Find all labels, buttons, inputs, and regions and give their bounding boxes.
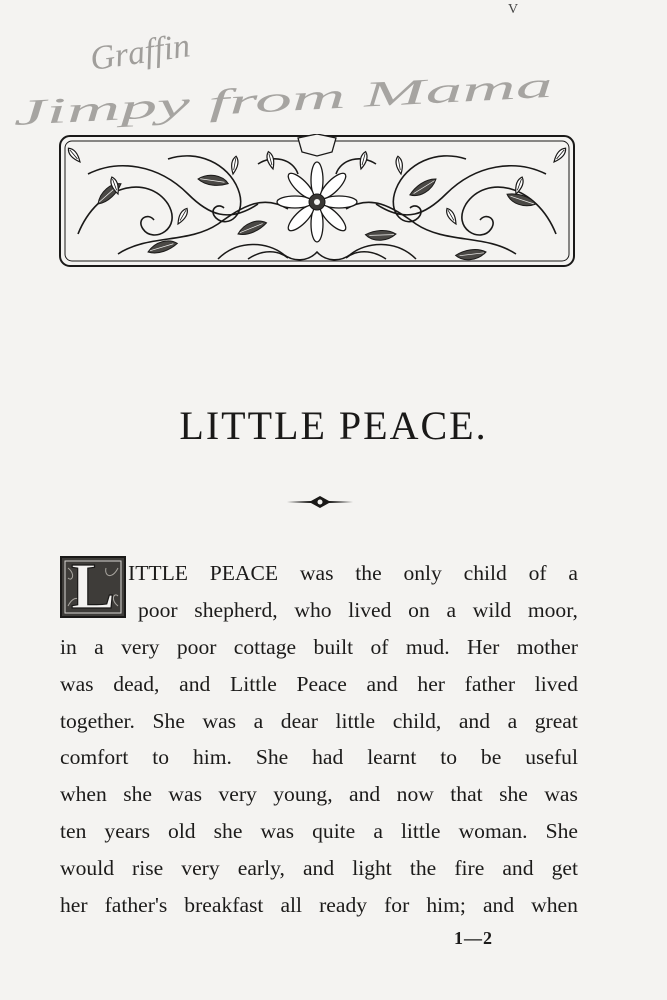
word: on (408, 597, 430, 622)
word: a (568, 561, 578, 585)
word: young, (273, 782, 333, 807)
word: little (335, 708, 376, 733)
word: dead, (113, 671, 160, 696)
word: ten (60, 819, 87, 844)
word: poor (138, 597, 178, 622)
text-line (60, 813, 578, 850)
word: She (255, 745, 289, 770)
word: was (60, 671, 94, 696)
word: child, (392, 708, 442, 733)
word: quite (312, 819, 356, 844)
text-line (60, 666, 578, 703)
word: early, (237, 856, 285, 881)
word: poor (176, 634, 217, 659)
word: the (409, 856, 437, 881)
word: and (458, 708, 491, 733)
word: light (352, 856, 392, 881)
word: she (499, 782, 528, 807)
word: useful (525, 745, 578, 770)
word: was (202, 708, 237, 733)
word: Little (230, 671, 277, 696)
word: cottage (233, 634, 297, 659)
word: the (355, 561, 382, 585)
word: him. (192, 745, 232, 770)
text-line (60, 629, 578, 666)
word: fire (454, 856, 485, 881)
word: she (123, 782, 152, 807)
word: a (446, 597, 457, 622)
word: to (440, 745, 458, 770)
word: Her (466, 634, 500, 659)
word: father's (104, 893, 168, 918)
word: to (152, 745, 170, 770)
word: ready (319, 893, 368, 918)
word: shepherd, (194, 597, 278, 622)
text-line (60, 703, 578, 740)
word: years (104, 819, 150, 844)
word: in (60, 634, 77, 659)
word: was (260, 819, 295, 844)
chapter-title: LITTLE PEACE. (179, 403, 488, 448)
word: She (545, 819, 578, 844)
word: dear (280, 708, 318, 733)
word: was (299, 561, 334, 585)
word: her (60, 893, 88, 918)
word: PEACE (209, 561, 279, 585)
word: a (507, 708, 518, 733)
word: great (534, 708, 578, 733)
word: She (152, 708, 185, 733)
word: of (528, 561, 547, 585)
word: when (531, 893, 578, 918)
word: Peace (296, 671, 347, 696)
word: learnt (367, 745, 417, 770)
text-line (138, 592, 578, 629)
word: child (463, 561, 507, 585)
drop-cap-letter: L (70, 550, 116, 623)
word: now (396, 782, 434, 807)
word: and (179, 671, 211, 696)
paragraph-first-line (128, 555, 578, 592)
word: and (349, 782, 381, 807)
corner-mark: V (508, 2, 519, 17)
handwriting-line-2: Jimpy from Mama (12, 79, 277, 133)
text-line (60, 739, 578, 776)
word: when (60, 782, 107, 807)
text-line (128, 555, 578, 592)
floral-header-banner (58, 134, 576, 272)
word: only (403, 561, 442, 585)
word: woman. (458, 819, 528, 844)
word: was (544, 782, 578, 807)
word: she (213, 819, 243, 844)
word: breakfast (184, 893, 264, 918)
word: very (121, 634, 160, 659)
page-number: 1—2 (454, 928, 493, 948)
text-line (60, 776, 578, 813)
word: all (280, 893, 303, 918)
word: and (366, 671, 398, 696)
word: little (400, 819, 441, 844)
word: would (60, 856, 114, 881)
word: get (551, 856, 578, 881)
word: a (373, 819, 383, 844)
word: lived (348, 597, 392, 622)
word: a (94, 634, 104, 659)
handwritten-inscription (0, 0, 667, 150)
word: very (181, 856, 220, 881)
word: and (482, 893, 515, 918)
text-line (60, 887, 578, 924)
word: old (168, 819, 196, 844)
word: comfort (60, 745, 129, 770)
word: her (417, 671, 445, 696)
word: him; (426, 893, 466, 918)
title-divider-ornament (287, 495, 353, 509)
word: rise (132, 856, 164, 881)
handwriting-line-1: Graffin (87, 27, 193, 78)
word: lived (534, 671, 578, 696)
word: of (370, 634, 389, 659)
word: wild (472, 597, 512, 622)
word: mother (516, 634, 578, 659)
word: ITTLE (128, 561, 188, 585)
word: had (312, 745, 344, 770)
word: be (480, 745, 502, 770)
word: very (218, 782, 257, 807)
word: who (294, 597, 332, 622)
word: mud. (405, 634, 450, 659)
paragraph-body (60, 592, 578, 924)
text-line (60, 850, 578, 887)
word: moor, (527, 597, 578, 622)
word: father (464, 671, 516, 696)
word: built (313, 634, 354, 659)
word: a (253, 708, 264, 733)
word: together. (60, 708, 135, 733)
word: and (302, 856, 335, 881)
word: was (168, 782, 203, 807)
word: that (450, 782, 483, 807)
word: and (502, 856, 534, 881)
word: for (384, 893, 410, 918)
